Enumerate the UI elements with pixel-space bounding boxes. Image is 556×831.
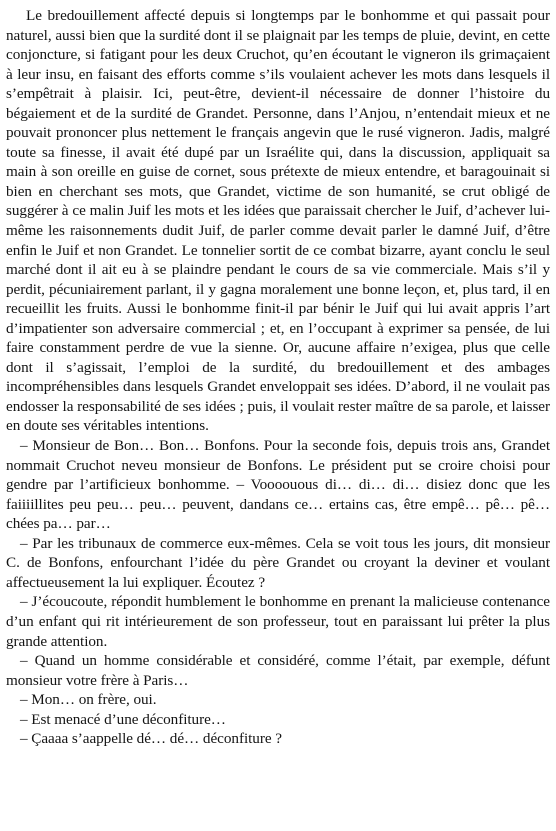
paragraph-dialogue: – Çaaaa s’aappelle dé… dé… déconfiture ?: [20, 730, 282, 748]
paragraph-dialogue: – Quand un homme considérable et considéré, comme l’était, par exemple, défunt monsieur votre frère à Paris…: [6, 652, 550, 689]
paragraph-dialogue: – Est menacé d’une déconfiture…: [20, 710, 226, 728]
paragraph-dialogue: – Monsieur de Bon… Bon… Bonfons. Pour la seconde fois, depuis trois ans, Grandet nommait Cruchot neveu monsieur de Bonfons. Le président put se croire choisi pour gendre par l’artificieux bonhomme. – Voooouous di… di… di… disiez donc que les faiiiillites peu peu… peu… peuvent, dandans ce… ertains cas, être empê… pê… pê… chées pa… par…: [6, 437, 550, 533]
paragraph-dialogue: – J’écoucoute, répondit humblement le bonhomme en prenant la malicieuse contenance d’un enfant qui rit intérieurement de son professeur, tout en paraissant lui prêter la plus grande attention.: [6, 593, 550, 650]
paragraph-dialogue: – Mon… on frère, oui.: [20, 691, 157, 709]
paragraph-dialogue: – Par les tribunaux de commerce eux-mêmes. Cela se voit tous les jours, dit monsieur C. de Bonfons, enfourchant l’idée du père Grandet ou croyant la deviner et voulant affectueusement la lui expliquer. Écoutez ?: [6, 534, 550, 591]
paragraph-narration: Le bredouillement affecté depuis si longtemps par le bonhomme et qui passait pour naturel, aussi bien que la surdité dont il se plaignait par les temps de pluie, devint, en cette conjoncture, si fatigant pour les deux Cruchot, qu’en écoutant le vigneron ils grimaçaient à leur insu, en faisant des efforts comme s’ils voulaient achever les mots dans lesquels il s’empêtrait à plaisir. Ici, peut-être, devient-il nécessaire de donner l’histoire du bégaiement et de la surdité de Grandet. Personne, dans l’Anjou, n’entendait mieux et ne pouvait prononcer plus nettement le français angevin que le rusé vigneron. Jadis, malgré toute sa finesse, il avait été dupé par un Israélite qui, dans la discussion, appliquait sa main à son oreille en guise de cornet, sous prétexte de mieux entendre, et baragouinait si bien en cherchant ses mots, que Grandet, victime de son humanité, se crut obligé de suggérer à ce malin Juif les mots et les idées que paraissait chercher le Juif, d’achever lui-même les raisonnements dudit Juif, de parler comme devait parler le damné Juif, d’être enfin le Juif et non Grandet. Le tonnelier sortit de ce combat bizarre, ayant conclu le seul marché dont il ait eu à se plaindre pendant le cours de sa vie commerciale. Mais s’il y perdit, pécuniairement parlant, il y gagna moralement une bonne leçon, et, plus tard, il en recueillit les fruits. Aussi le bonhomme finit-il par bénir le Juif qui lui avait appris l’art d’impatienter son adversaire commercial ; et, en l’occupant à exprimer sa pensée, de lui faire constamment perdre de vue la sienne. Or, aucune affaire n’exigea, plus que celle dont il s’agissait, l’emploi de la surdité, du bredouillement et des ambages incompréhensibles dans lesquels Grandet enveloppait ses idées. D’abord, il ne voulait pas endosser la responsabilité de ses idées ; puis, il voulait rester maître de sa parole, et laisser en doute ses véritables intentions.: [6, 7, 550, 435]
